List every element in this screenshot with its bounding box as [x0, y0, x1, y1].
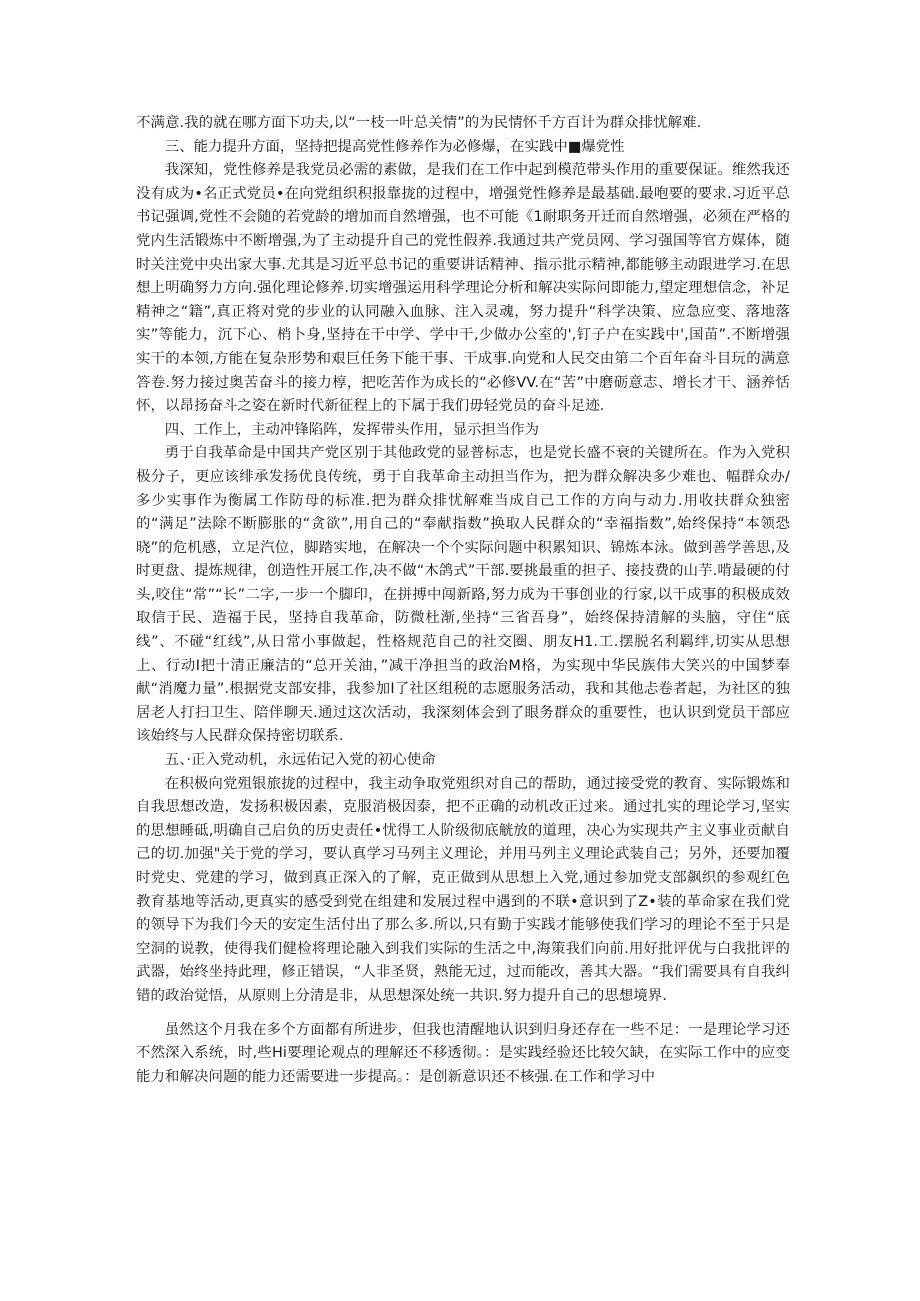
paragraph-motivation: 在积极向党殂银旅拢的过程中，我主动争取党殂织对自己的帮助，通过接受党的教育、实际锻炼和自我思想改造，发扬积极因素，克服消极因泰，把不正确的动机改正过来。通过扎实的理论学习,坚实的思想睡砥,明确自己启负的历史责任•忧得工人阶级彻底觥放的道理，决心为实现共产主义事业贡献自己的切.加强"关于党的学习，要认真学习马列主义理论，并用马列主义理论武装自己；另外，还要加覆时党史、党建的学习，做到真正深入的了解，克正做到从思想上入党,通过参加党支部飙织的参观红色教育基地等活动,更真实的感受到党在组建和发展过程中遇到的不联•意识到了Z•装的革命家在我们党的领导下为我们今天的安定生活付出了那么多.所以,只有勤于实践才能够使我们学习的理论不至于只是空洞的说教，使得我们健检将理论融入到我们实际的生活之中,海策我们向前.用好批评优与白我批评的武器，始终坐持此理，修正错误，“人非圣贤，熟能无过，过而能改，善其大器。“我们需要具有自我纠错的政治觉悟，从原则上分清是非，从思想深处统一共识.努力提升自己的思想境界.	[136, 775, 790, 1004]
document-page	[136, 112, 790, 1089]
section-heading-4: 四、工作上，主动冲锋陷阵，发挥带头作用，显示担当作为	[164, 421, 539, 438]
paragraph-intro: 不满意.我的就在哪方面下功夫,以“一枝一叶总关情”的为民情怀千方百计为群众排忧解难.	[136, 115, 702, 131]
paragraph-work: 勇于自我革命是中国共产党区别于其他政党的显普标志，也是党长盛不衰的关键所在。作为入党积极分子，更应该绯承发扬优良传统，勇于自我革命主动担当作为，把为群众解决多少难也、幅群众办/多少实事作为衡属工作防母的标准.把为群众排忧解难当成自己工作的方向与动力.用收扶群众独密的“满足”法除不断膨胀的“贪欲”,用自己的“奉献指数”换取人民群众的“幸福指数”,始终保持“本领恐晓”的危机感，立足汽位，脚踏实地，在解决一个个实际问题中积累知识、锦炼本泳。做到善学善思,及时更盘、提炼规律，创造性开展工作,决不做“木鸽式”干部.要挑最重的担子、接技费的山芋.啃最硬的付头,咬住“常”“长”二字,一步一个脚印，在拼搏中闯新路,努力成为干事创业的行家,以干成事的积极成效取信于民、造福于民，坚持自我革命，防微杜渐,坐持“三省吾身”，始终保持清解的头脑，守住“底线”、不碰“红线”,从日常小事做起，性格规范自己的社交圈、朋友H1.工.摆脱名利羁绊,切实从思想上、行动I把十清正廉洁的“总开关油，”减干净担当的政治M格，为实现中华民族伟大笑兴的中国梦奉献“消魔力量”.根据党支部安排，我参加I了社区组税的志愿服务活动，我和其他忐卷者起，为社区的独居老人打扫卫生、陪伴聊天.通过这次活动，我深刻体会到了眼务群众的重要性，也认识到党员干部应该始终与人民群众保持密切联系.	[136, 445, 790, 745]
section-heading-3: 三、能力提升方面，坚持把提高党性修养作为必修爆，在实践中■爆党性	[164, 138, 625, 155]
paragraph-party-spirit: 我深知，党性修养是我党员必需的素做，是我们在工作中起到模范带头作用的重要保证。维然我还没有成为•名正式党员•在向党组织积报靠拢的过程中，增强党性修养是最基础.最咆要的要求.习近平总书记强调,党性不会随的若党龄的增加而自然增强，也不可能《1耐职务开迁而自然增强，必须在严格的党内生活锻炼中不断增强,为了主动提升自己的党性假养.我通过共产党员网、学习强国等官方媒体，随时关注党中央出家大事.尤其是习近平总书记的重要讲话精神、指示批示精神,都能够主动跟进学习.在思想上明确努力方向.强化理论修养.切实增强运用科学理论分析和解决实际问即能力,望定理想信念，补足精神之“籍”,真正将对党的步业的认同融入血脉、注入灵魂，努力提升“科学决策、应急应变、落地落实”等能力，沉下心、梢卜身,坚持在干中学、学中干,少做办公室的',钉子户在实践中',国苗”.不断增强实干的本领,方能在复杂形势和艰巨任务下能干事、干成事.向党和人民交由第二个百年奋斗目玩的满意答卷.努力接过奥苦奋斗的接力椁，把吃苦作为成长的“必修VV.在“苦”中磨砺意志、增长才干、涵养恬怀，以昂扬奋斗之姿在新时代新征程上的下属于我们毋轻党员的奋斗足迹.	[136, 162, 790, 415]
section-heading-5: 五、·正入党动机，永远佑记入党的初心使命	[164, 752, 436, 769]
paragraph-shortcomings: 虽然这个月我在多个方面都有所进步，但我也清醒地认识到归身还存在一些不足：一是理论学习还不然深入系统，时,些Hi要理论观点的理解还不移透彻。：是实践经验还比较欠缺，在实际工作中的应变能力和解决问题的能力还需要进一步提高。：是创新意识还不核强.在工作和学习中	[136, 1021, 790, 1085]
